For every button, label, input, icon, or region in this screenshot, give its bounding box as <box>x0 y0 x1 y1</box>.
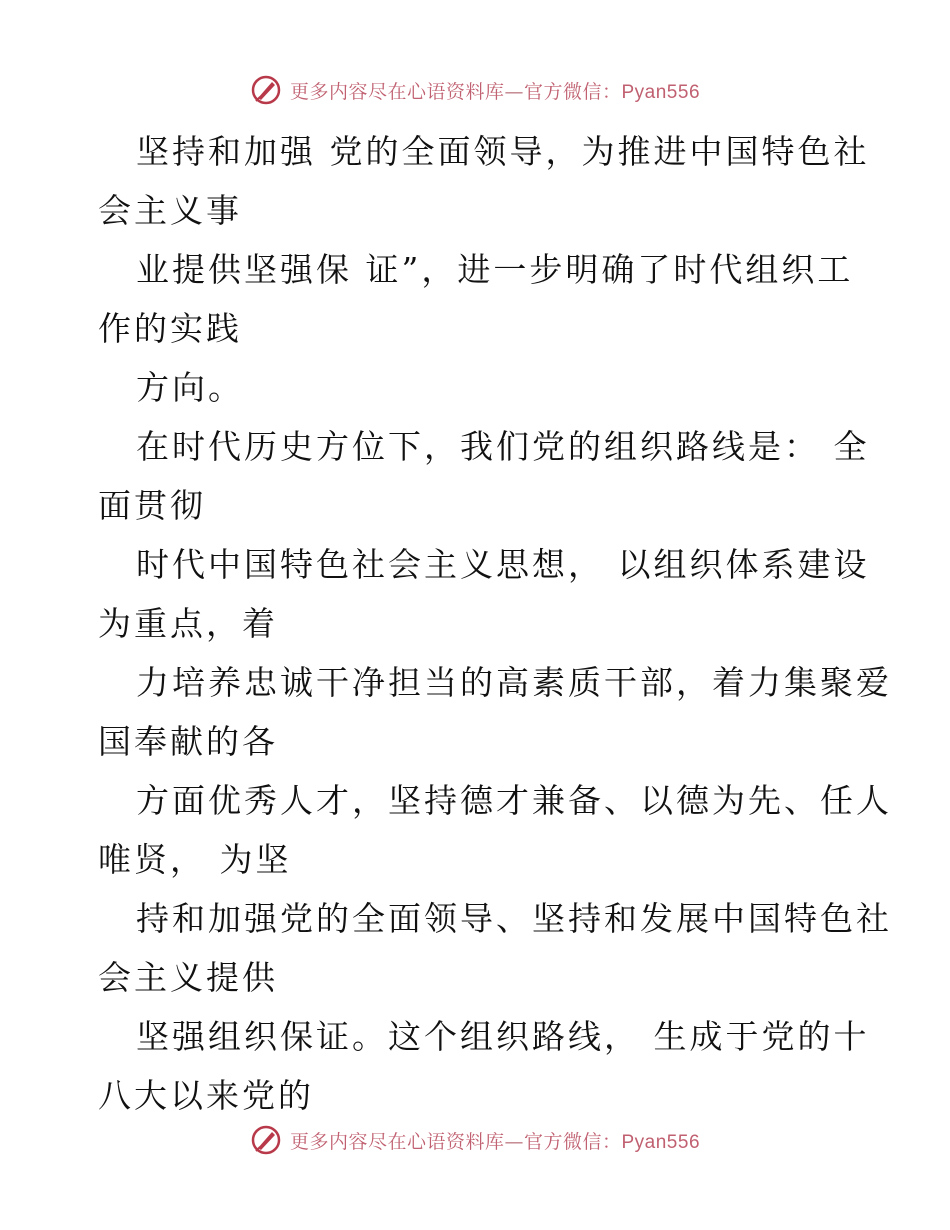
text-line: 面贯彻 <box>98 486 206 525</box>
text-line: 方面优秀人才，坚持德才兼备、以德为先、任人 <box>136 781 892 820</box>
banner-separator: — <box>504 80 524 103</box>
banner-main: 更多内容尽在心语资料库 <box>289 1130 505 1153</box>
banner-text <box>290 1127 700 1154</box>
text-line: 方向。 <box>136 368 244 407</box>
footer-watermark-banner <box>0 1120 950 1160</box>
text-line: 会主义事 <box>98 191 242 230</box>
text-line: 为重点，着 <box>98 604 278 643</box>
text-line: 坚持和加强 党的全面领导，为推进中国特色社 <box>136 132 870 171</box>
text-line: 坚强组织保证。这个组织路线， 生成于党的十 <box>136 1017 870 1056</box>
banner-main: 更多内容尽在心语资料库 <box>289 80 505 103</box>
text-line: 力培养忠诚干净担当的高素质干部，着力集聚爱 <box>136 663 892 702</box>
banner-text <box>290 77 700 104</box>
text-line: 时代中国特色社会主义思想， 以组织体系建设 <box>136 545 870 584</box>
banner-official: 官方微信： <box>523 1130 622 1153</box>
text-line: 持和加强党的全面领导、坚持和发展中国特色社 <box>136 899 892 938</box>
banner-official: 官方微信： <box>523 80 622 103</box>
banner-account: Pyan556 <box>621 81 701 103</box>
quill-logo-icon <box>250 1124 282 1156</box>
banner-account: Pyan556 <box>621 1131 701 1153</box>
text-line: 唯贤， 为坚 <box>98 840 292 879</box>
quill-logo-icon <box>250 74 282 106</box>
text-line: 作的实践 <box>98 309 242 348</box>
text-line: 会主义提供 <box>98 958 278 997</box>
text-line: 国奉献的各 <box>98 722 278 761</box>
header-watermark-banner <box>0 70 950 110</box>
text-line: 在时代历史方位下，我们党的组织路线是： 全 <box>136 427 870 466</box>
text-line: 八大以来党的 <box>98 1076 314 1115</box>
document-body <box>98 122 892 1125</box>
text-line: 业提供坚强保 证”，进一步明确了时代组织工 <box>136 250 854 289</box>
banner-separator: — <box>504 1130 524 1153</box>
